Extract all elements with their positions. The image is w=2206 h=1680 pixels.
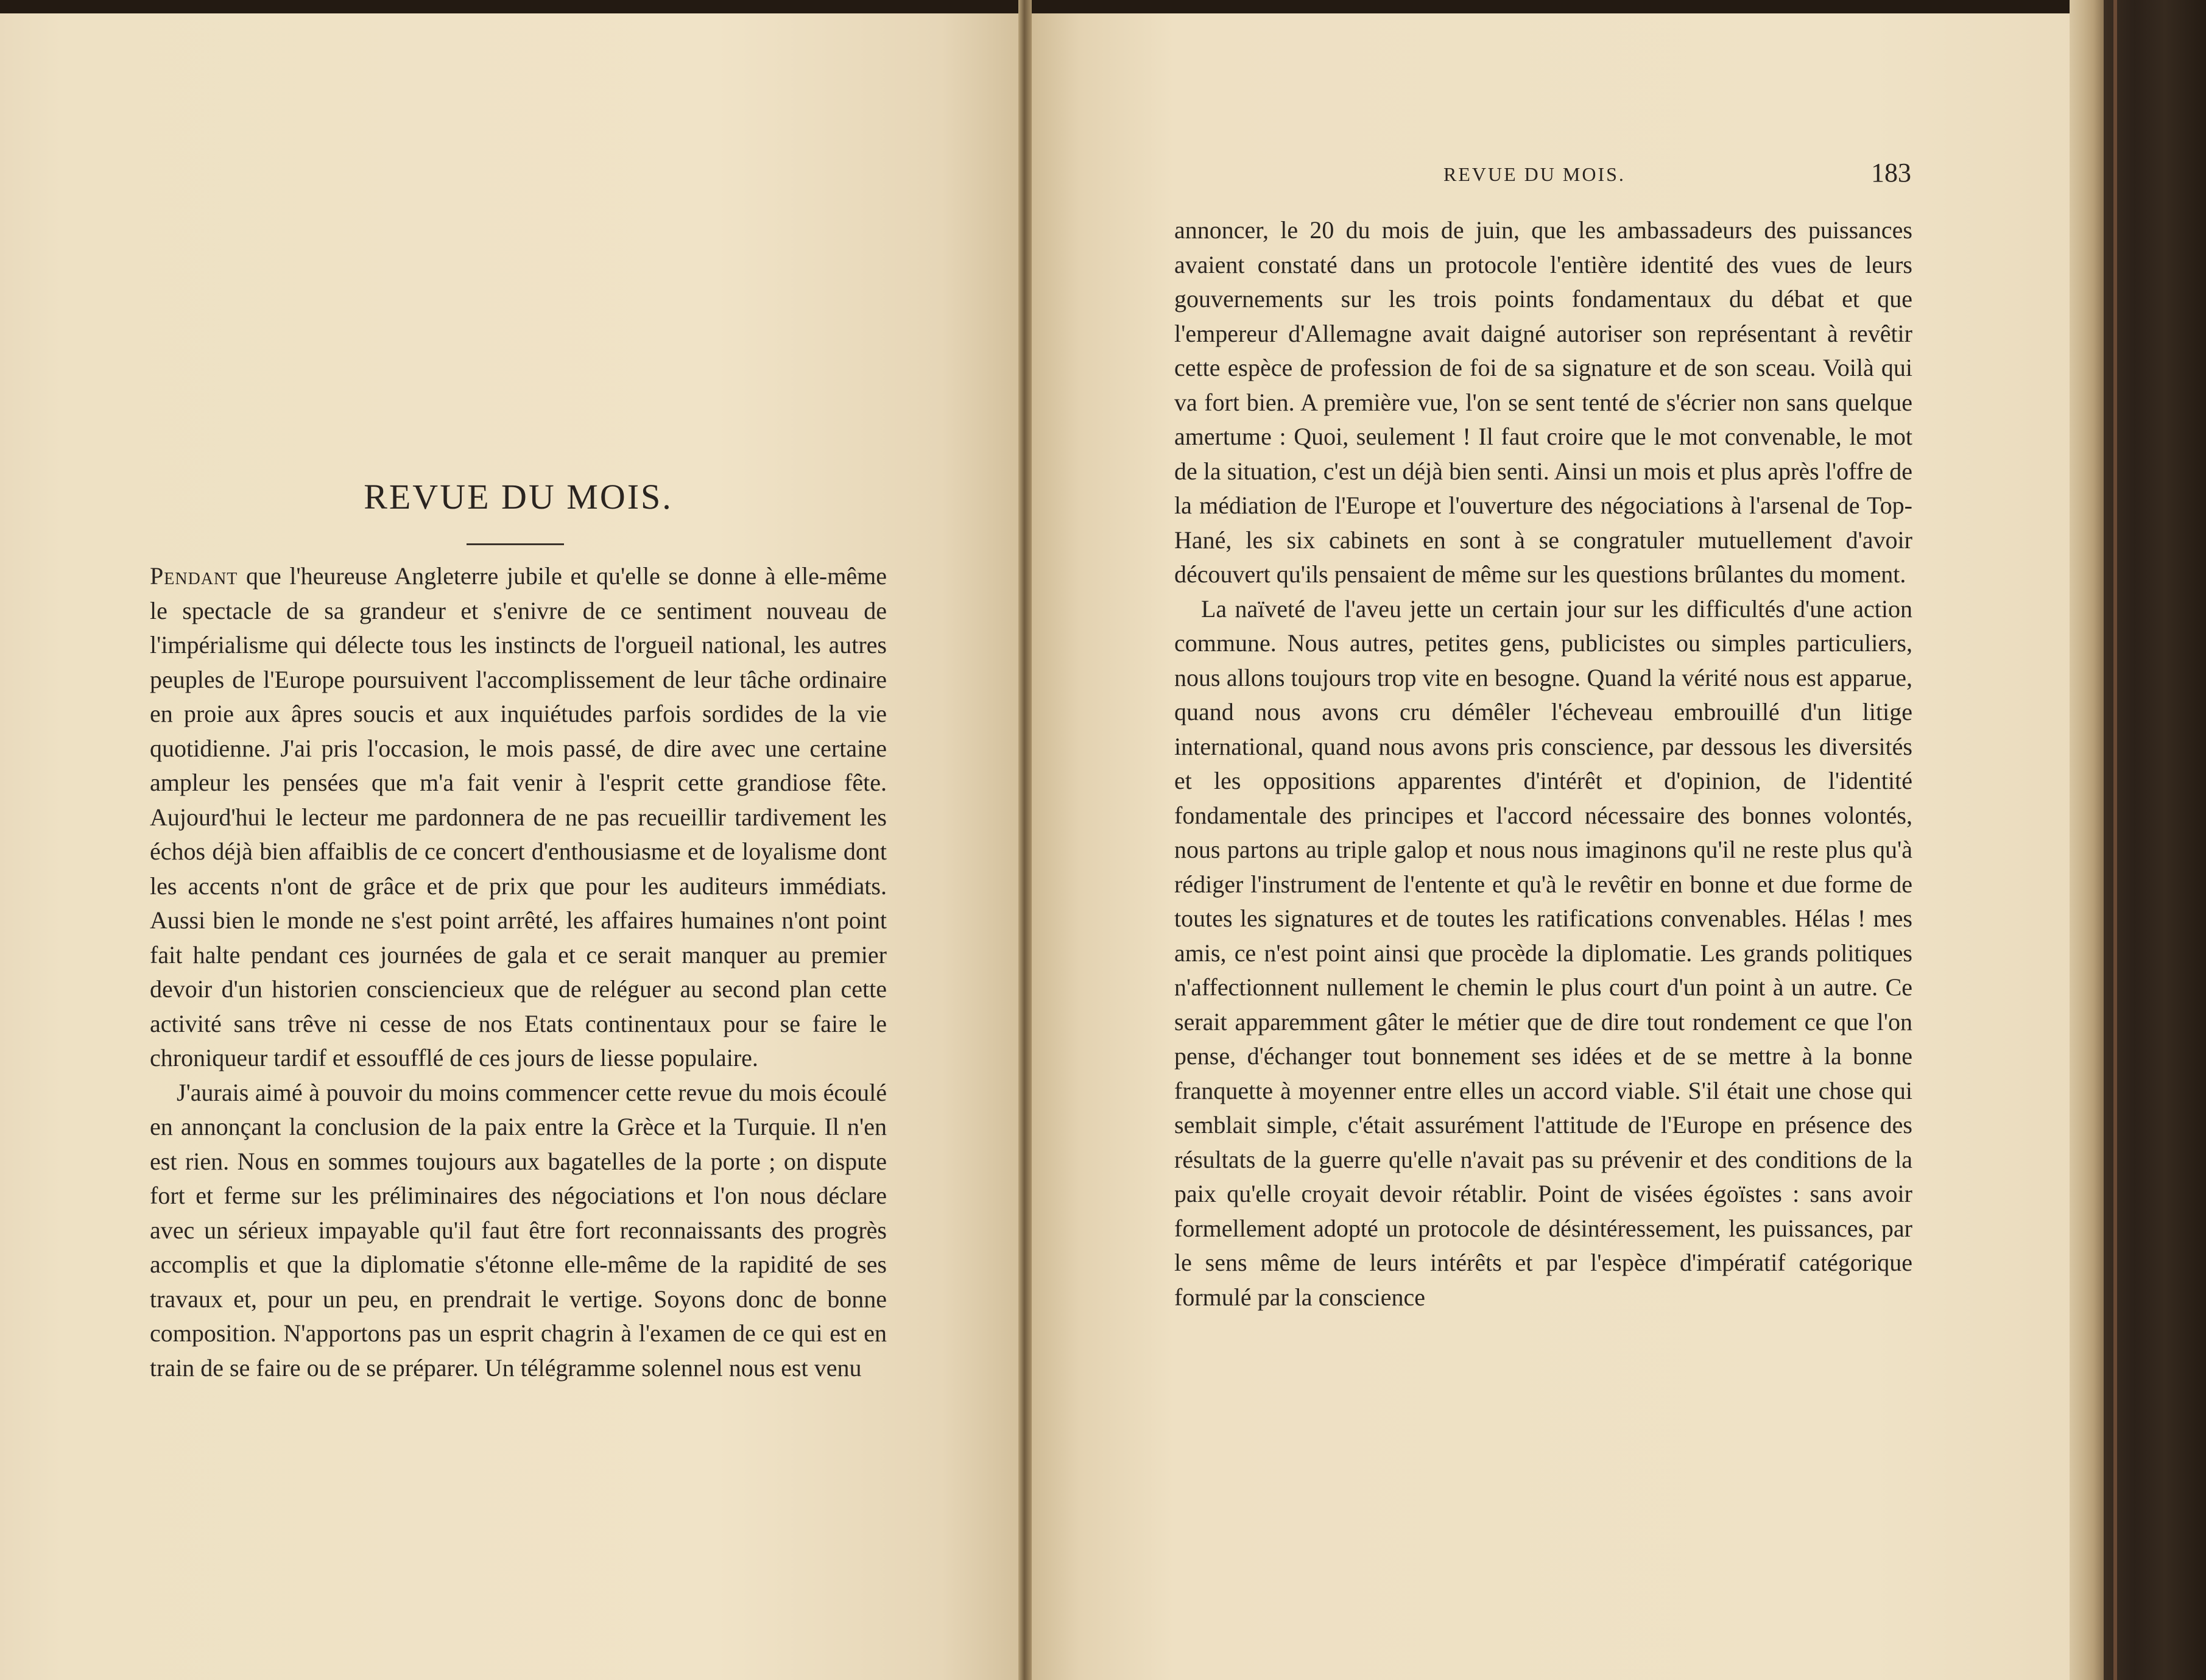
- title-rule: [467, 543, 564, 545]
- book-gutter: [1018, 0, 1032, 1680]
- cover-edge-line: [2113, 0, 2117, 1680]
- paragraph: La naïveté de l'aveu jette un certain jour sur les difficultés d'une action commune. Nous autres, petites gens, publicistes ou simples particuliers, nous allons toujours trop vite en besogne. Quand la vérité nous est apparue, quand nous avons cru démêler l'écheveau embrouillé d'un litige international, quand nous avons pris conscience, par dessous les diversités et les oppositions apparentes d'intérêt et d'opinion, de l'identité fondamentale des principes et l'accord nécessaire des bonnes volontés, nous partons au triple galop et nous nous imaginons qu'il ne reste plus qu'à rédiger l'instrument de l'entente et qu'à le revêtir en bonne et due forme de toutes les signatures et de toutes les ratifications convenables. Hélas ! mes amis, ce n'est point ainsi que procède la diplomatie. Les grands politiques n'affectionnent nullement le chemin le plus court d'un point à un autre. Ce serait apparemment gâter le métier que de dire tout rondement ce que l'on pense, d'échanger tout bonnement ses idées et de se mettre à la bonne franquette à moyenner entre elles un accord viable. S'il était une chose qui semblait simple, c'était assurément l'attitude de l'Europe en présence des résultats de la guerre qu'elle n'avait pas su prévenir et des conditions de la paix qu'elle croyait devoir rétablir. Point de visées égoïstes : sans avoir formellement adopté un protocole de désintéressement, les puissances, par le sens même de leurs intérêts et par l'espèce d'impératif catégorique formulé par la conscience: [1174, 595, 1912, 1311]
- paragraph: [150, 559, 887, 1076]
- page-number: 183: [1871, 158, 1911, 188]
- book-cover: [2104, 0, 2206, 1680]
- paragraph-text: que l'heureuse Angleterre jubile et qu'elle se donne à elle-même le spectacle de sa grandeur et s'enivre de ce sentiment nouveau de l'impérialisme qui délecte tous les instincts de l'orgueil national, les autres peuples de l'Europe poursuivent l'accomplissement de leur tâche ordinaire en proie aux âpres soucis et aux inquiétudes parfois sordides de la vie quotidienne. J'ai pris l'occasion, le mois passé, de dire avec une certaine ampleur les pensées que m'a fait venir à l'esprit cette grandiose fête. Aujourd'hui le lecteur me pardonnera de ne pas recueillir tardivement les échos déjà bien affaiblis de ce concert d'enthousiasme et de loyalisme dont les accents n'ont de grâce et de prix que pour les auditeurs immédiats. Aussi bien le monde ne s'est point arrêté, les affaires humaines n'ont point fait halte pendant ces journées de gala et ce serait manquer au premier devoir d'un historien consciencieux que de reléguer au second plan cette activité sans trêve ni cesse de nos Etats continentaux pour se faire le chroniqueur tardif et essoufflé de ces jours de liesse populaire.: [150, 562, 887, 1071]
- page-edges: [2070, 0, 2104, 1680]
- article-title: REVUE DU MOIS.: [364, 477, 673, 517]
- left-page-body: [150, 559, 887, 1385]
- right-page-body: [1174, 213, 1912, 1315]
- running-head: REVUE DU MOIS.: [1443, 163, 1626, 185]
- paragraph: annoncer, le 20 du mois de juin, que les ambassadeurs des puissances avaient constaté dans un protocole l'entière identité des vues de leurs gouvernements sur les trois points fondamentaux du débat et que l'empereur d'Allemagne avait daigné autoriser son représentant à revêtir cette espèce de profession de foi de sa signature et de son sceau. Voilà qui va fort bien. A première vue, l'on se sent tenté de s'écrier non sans quelque amertume : Quoi, seulement ! Il faut croire que le mot convenable, le mot de la situation, c'est un déjà bien senti. Ainsi un mois et plus après l'offre de la médiation de l'Europe et l'ouverture des négociations à l'arsenal de Top-Hané, les six cabinets en sont à se congratuler mutuellement d'avoir découvert qu'ils pensaient de même sur les questions brûlantes du moment.: [1174, 216, 1912, 588]
- lead-word: Pendant: [150, 562, 238, 590]
- paragraph: J'aurais aimé à pouvoir du moins commencer cette revue du mois écoulé en annonçant la conclusion de la paix entre la Grèce et la Turquie. Il n'en est rien. Nous en sommes toujours aux bagatelles de la porte ; on dispute fort et ferme sur les préliminaires des négociations et l'on nous déclare avec un sérieux impayable qu'il faut être fort reconnaissants des progrès accomplis et que la diplomatie s'étonne elle-même de la rapidité de ses travaux et, pour un peu, en prendrait le vertige. Soyons donc de bonne composition. N'apportons pas un esprit chagrin à l'examen de ce qui est en train de se faire ou de se préparer. Un télégramme solennel nous est venu: [150, 1078, 887, 1382]
